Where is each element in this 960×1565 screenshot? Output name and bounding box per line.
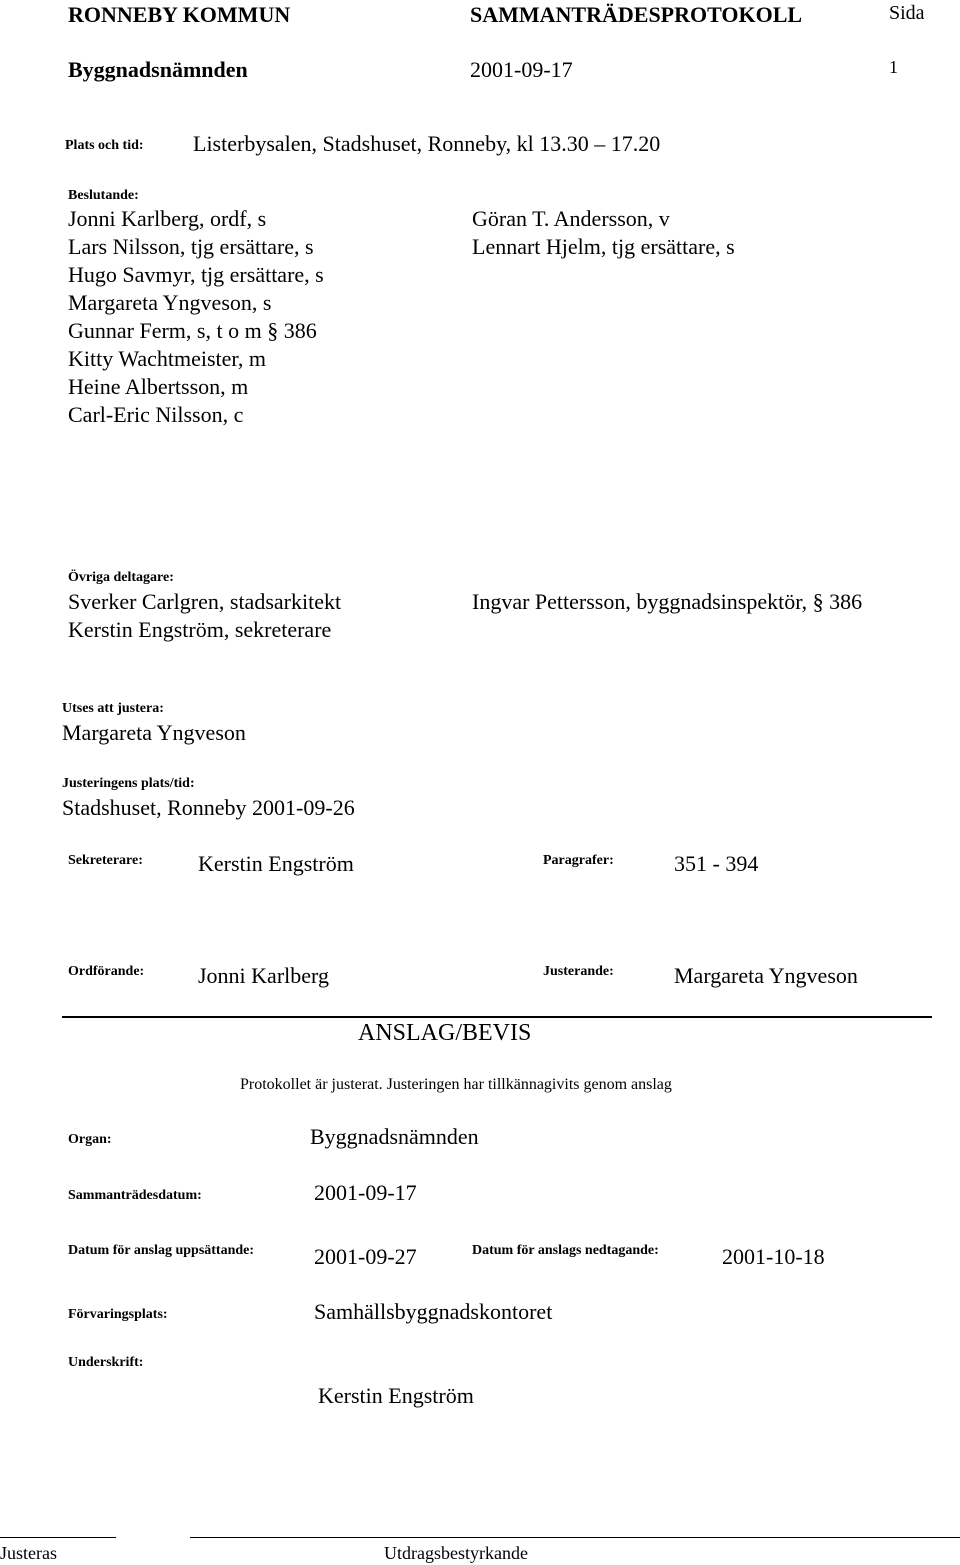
divider-line xyxy=(62,1016,932,1018)
decision-maker: Heine Albertsson, m xyxy=(68,374,249,399)
place-time-label: Plats och tid: xyxy=(65,138,144,153)
adjuster-value: Margareta Yngveson xyxy=(62,720,246,745)
decision-makers-right-list xyxy=(472,205,735,261)
footer-adjust-label: Justeras xyxy=(0,1543,57,1563)
other-participants-left-list xyxy=(68,588,341,644)
footer-line-right xyxy=(190,1537,960,1538)
adjustment-place-value: Stadshuset, Ronneby 2001-09-26 xyxy=(62,795,355,820)
decision-maker: Kitty Wachtmeister, m xyxy=(68,346,266,371)
decision-maker: Lennart Hjelm, tjg ersättare, s xyxy=(472,234,735,259)
decision-maker: Hugo Savmyr, tjg ersättare, s xyxy=(68,262,324,287)
other-participants-right-list xyxy=(472,588,862,616)
storage-label: Förvaringsplats: xyxy=(68,1307,168,1322)
secretary-value: Kerstin Engström xyxy=(198,851,354,876)
chair-label: Ordförande: xyxy=(68,964,145,979)
decision-maker: Jonni Karlberg, ordf, s xyxy=(68,206,267,231)
removed-date-label: Datum för anslags nedtagande: xyxy=(472,1243,659,1258)
posted-date-label: Datum för anslag uppsättande: xyxy=(68,1243,255,1258)
decision-maker: Carl-Eric Nilsson, c xyxy=(68,402,244,427)
meeting-date-value: 2001-09-17 xyxy=(314,1180,417,1205)
page-label: Sida xyxy=(889,2,925,24)
participant: Ingvar Pettersson, byggnadsinspektör, § 386 xyxy=(472,589,863,614)
adjusting-label: Justerande: xyxy=(543,964,614,979)
decision-maker: Gunnar Ferm, s, t o m § 386 xyxy=(68,318,317,343)
footer-line-left xyxy=(0,1537,116,1538)
other-participants-label: Övriga deltagare: xyxy=(68,570,174,585)
organ-value: Byggnadsnämnden xyxy=(310,1124,479,1149)
decision-makers-label: Beslutande: xyxy=(68,188,139,203)
paragraphs-value: 351 - 394 xyxy=(674,851,759,876)
notice-title: ANSLAG/BEVIS xyxy=(358,1020,532,1046)
chair-value: Jonni Karlberg xyxy=(198,963,329,988)
organ-label: Organ: xyxy=(68,1132,112,1147)
meeting-date-label: Sammanträdesdatum: xyxy=(68,1188,202,1203)
adjuster-label: Utses att justera: xyxy=(62,701,164,716)
signature-label: Underskrift: xyxy=(68,1355,144,1370)
posted-date-value: 2001-09-27 xyxy=(314,1244,417,1269)
decision-maker: Margareta Yngveson, s xyxy=(68,290,272,315)
participant: Kerstin Engström, sekreterare xyxy=(68,617,332,642)
page-number: 1 xyxy=(889,57,898,77)
document-type: SAMMANTRÄDESPROTOKOLL xyxy=(470,2,803,27)
storage-value: Samhällsbyggnadskontoret xyxy=(314,1299,553,1324)
footer-certify-label: Utdragsbestyrkande xyxy=(384,1543,528,1563)
notice-statement: Protokollet är justerat. Justeringen har tillkännagivits genom anslag xyxy=(240,1076,672,1093)
decision-makers-left-list xyxy=(68,205,324,429)
decision-maker: Göran T. Andersson, v xyxy=(472,206,670,231)
committee-name: Byggnadsnämnden xyxy=(68,57,248,82)
participant: Sverker Carlgren, stadsarkitekt xyxy=(68,589,342,614)
removed-date-value: 2001-10-18 xyxy=(722,1244,825,1269)
adjustment-place-label: Justeringens plats/tid: xyxy=(62,776,195,791)
secretary-label: Sekreterare: xyxy=(68,853,143,868)
decision-maker: Lars Nilsson, tjg ersättare, s xyxy=(68,234,314,259)
place-time-value: Listerbysalen, Stadshuset, Ronneby, kl 13.30 – 17.20 xyxy=(193,131,661,156)
municipality-name: RONNEBY KOMMUN xyxy=(68,2,291,27)
adjusting-value: Margareta Yngveson xyxy=(674,963,858,988)
paragraphs-label: Paragrafer: xyxy=(543,853,614,868)
meeting-date: 2001-09-17 xyxy=(470,57,573,82)
signature-value: Kerstin Engström xyxy=(318,1383,474,1408)
